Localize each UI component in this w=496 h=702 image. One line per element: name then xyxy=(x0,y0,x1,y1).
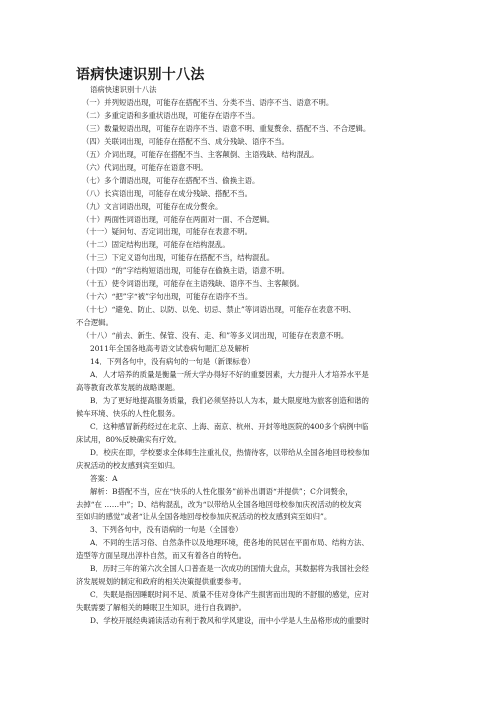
q14-option-b-cont: 候车环境、快乐的人性化服务。 xyxy=(76,408,180,418)
section-heading: 2011年全国各地高考语文试卷病句题汇总及解析 xyxy=(90,344,250,354)
q14-option-d-cont: 庆祝活动的校友感到宾至如归。 xyxy=(76,460,180,470)
q3-option-d: D、学校开展经典诵读活动有利于教风和学风建设，而中小学是人生品格形成的重要时 xyxy=(90,616,370,626)
rule-3: （三）数量短语出现，可能存在语序不当、语意不明、重复赘余、搭配不当、不合逻辑。 xyxy=(82,123,371,133)
rule-11: （十一）疑问句、否定词出现，可能存在表意不明。 xyxy=(82,227,252,237)
q14-option-c-cont: 床试用，80%反映确实有疗效。 xyxy=(76,434,182,444)
q14-explanation-cont-1: 去掉“在 ……中”；D、结构混乱，改为“以带给从全国各地回母校参加庆祝活动的校友宾 xyxy=(76,499,362,509)
rule-2: （二）多重定语和多重状语出现，可能存在语序不当。 xyxy=(82,110,260,120)
rule-9: （九）文言词语出现，可能存在成分赘余。 xyxy=(82,201,223,211)
q14-option-b: B．为了更好地提高服务质量，我们必须坚持以人为本，最大限度地为旅客创造和谐的 xyxy=(90,395,369,405)
page-title: 语病快速识别十八法 xyxy=(76,67,205,83)
document-body xyxy=(76,84,422,628)
rule-4: （四）关联词出现，可能存在搭配不当、成分残缺、语序不当。 xyxy=(82,136,289,146)
q14-explanation: 解析：B搭配不当，应在“快乐的人性化服务”前补出谓语“并提供”；C介词赘余， xyxy=(90,486,353,496)
q14-option-d: D．校庆在即，学校要求全体师生注重礼仪，热情待客，以带给从全国各地回母校参加 xyxy=(90,447,370,457)
rule-13: （十三）下定义语句出现，可能存在搭配不当，结构混乱。 xyxy=(82,253,275,263)
rule-15: （十五）使令词语出现，可能存在主语残缺、语序不当、主客颠倒。 xyxy=(82,279,304,289)
q14-option-a: A．人才培养的质量是衡量一所大学办得好不好的重要因素，大力提升人才培养水平是 xyxy=(90,369,369,379)
q3-option-c: C．失眠是指因睡眠时间不足、质量不佳对身体产生损害而出现的不舒服的感觉，应对 xyxy=(90,590,370,600)
q3-option-c-cont: 失眠需要了解相关的睡眠卫生知识，进行自我调护。 xyxy=(76,603,246,613)
rule-17-cont: 不合逻辑。 xyxy=(76,318,113,328)
q14-option-c: C．这种感冒新药经过在北京、上海、南京、杭州、开封等地医院的400多个病例中临 xyxy=(90,421,369,431)
subtitle: 语病快速识别十八法 xyxy=(90,85,157,94)
q14-answer: 答案：A xyxy=(90,473,118,483)
q3-option-a: A．不同的生活习俗、自然条件以及地理环境，使各地的民居在平面布局、结构方法、 xyxy=(90,538,369,548)
rule-14: （十四）“的”字结构短语出现，可能存在偷换主语，语意不明。 xyxy=(82,266,290,276)
rule-1: （一）并列短语出现，可能存在搭配不当、分类不当、语序不当、语意不明。 xyxy=(82,97,334,107)
rule-8: （八）长宾语出现，可能存在成分残缺、搭配不当。 xyxy=(82,188,252,198)
rule-7: （七）多个谓语出现，可能存在搭配不当、偷换主语。 xyxy=(82,175,260,185)
q3-option-a-cont: 造型等方面呈现出淳朴自然，而又有着各自的特色。 xyxy=(76,551,246,561)
rule-5: （五）介词出现，可能存在搭配不当、主客颠倒、主语残缺、结构混乱。 xyxy=(82,149,319,159)
rule-10: （十）两面性词语出现，可能存在两面对一面、不合逻辑。 xyxy=(82,214,275,224)
q14-explanation-cont-2: 至如归的感觉”或者“让从全国各地回母校参加庆祝活动的校友感到宾至如归”。 xyxy=(76,512,332,522)
rule-12: （十二）固定结构出现，可能存在结构混乱。 xyxy=(82,240,230,250)
q3-option-b: B．历时三年的第六次全国人口普查是一次成功的国情大盘点，其数据将为我国社会经 xyxy=(90,564,369,574)
rule-18: （十八）“前去、新生、保管、没有、走、和”等多义词出现，可能存在表意不明。 xyxy=(82,331,349,341)
q14-option-a-cont: 高等教育改革发展的战略课题。 xyxy=(76,382,180,392)
rule-17: （十七）“避免、防止、以防、以免、切忌、禁止”等词语出现，可能存在表意不明、 xyxy=(82,305,356,315)
rule-6: （六）代词出现，可能存在语意不明。 xyxy=(82,162,208,172)
q3-option-b-cont: 济发展规划的制定和政府的相关决策提供重要参考。 xyxy=(76,577,246,587)
question-3: 3、下列各句中，没有语病的一句是（全国卷） xyxy=(90,525,243,535)
rule-16: （十六）“把”字“被”字句出现，可能存在语序不当。 xyxy=(82,292,253,302)
question-14: 14．下列各句中，没有病句的一句是（新课标卷） xyxy=(90,357,255,367)
